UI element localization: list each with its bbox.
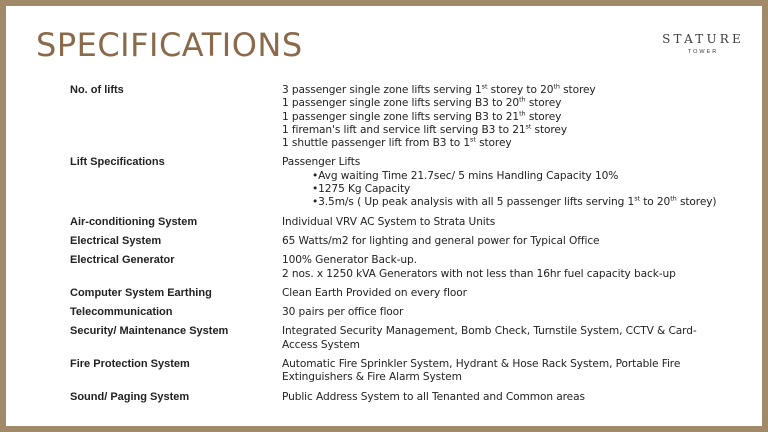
spec-value xyxy=(282,235,750,248)
spec-line: 1 passenger single zone lifts serving B3 to 21th storey xyxy=(282,109,562,123)
spec-label: Computer System Earthing xyxy=(70,286,212,299)
spec-label: Sound/ Paging System xyxy=(70,390,190,403)
spec-line: 3 passenger single zone lifts serving 1st storey to 20th storey xyxy=(282,82,596,96)
spec-line: 1 fireman's lift and service lift serving B3 to 21st storey xyxy=(282,122,568,136)
ordinal-suffix: th xyxy=(519,95,526,104)
spec-label: Electrical Generator xyxy=(70,254,175,267)
ordinal-suffix: st xyxy=(470,135,476,144)
ordinal-suffix: st xyxy=(481,82,488,91)
spec-label: Telecommunication xyxy=(70,306,173,319)
ordinal-suffix: th xyxy=(670,194,677,203)
spec-row xyxy=(70,325,750,352)
ordinal-suffix: th xyxy=(553,82,560,91)
spec-line: 2 nos. x 1250 kVA Generators with not less than 16hr fuel capacity back-up xyxy=(282,267,676,280)
spec-line: 100% Generator Back-up. xyxy=(282,254,417,267)
spec-row xyxy=(70,235,750,248)
spec-value xyxy=(282,358,750,385)
ordinal-suffix: st xyxy=(634,194,640,203)
brand-logo xyxy=(662,32,744,55)
spec-row xyxy=(70,306,750,319)
page-title: SPECIFICATIONS xyxy=(36,26,303,64)
spec-value xyxy=(282,216,750,229)
spec-label: Electrical System xyxy=(70,234,162,247)
spec-line: 1 passenger single zone lifts serving B3 to 20th storey xyxy=(282,95,562,110)
spec-row xyxy=(70,254,750,281)
ordinal-suffix: th xyxy=(519,109,526,118)
specifications-table xyxy=(70,84,750,410)
spec-line: •1275 Kg Capacity xyxy=(312,183,411,196)
spec-line: Passenger Lifts xyxy=(282,156,361,169)
spec-row xyxy=(70,358,750,385)
spec-line: Integrated Security Management, Bomb Check, Turnstile System, CCTV & Card- xyxy=(282,325,697,338)
spec-value xyxy=(282,391,750,404)
spec-line: Automatic Fire Sprinkler System, Hydrant & Hose Rack System, Portable Fire xyxy=(282,358,681,371)
spec-row xyxy=(70,216,750,229)
spec-value xyxy=(282,287,750,300)
spec-line: Extinguishers & Fire Alarm System xyxy=(282,371,462,384)
logo-subtitle: TOWER xyxy=(687,49,719,55)
spec-value xyxy=(282,156,750,209)
spec-line: Clean Earth Provided on every floor xyxy=(282,286,467,299)
spec-line: 65 Watts/m2 for lighting and general power for Typical Office xyxy=(282,234,600,247)
spec-line: Individual VRV AC System to Strata Units xyxy=(282,215,496,228)
spec-value xyxy=(282,306,750,319)
ordinal-suffix: st xyxy=(525,122,532,131)
spec-row xyxy=(70,287,750,300)
logo-wordmark: STATURE xyxy=(662,32,744,46)
spec-line: Public Address System to all Tenanted and Common areas xyxy=(282,390,585,403)
spec-row xyxy=(70,84,750,150)
spec-line: 30 pairs per office floor xyxy=(282,306,404,319)
spec-line: Access System xyxy=(282,338,360,351)
spec-line: 1 shuttle passenger lift from B3 to 1st storey xyxy=(282,135,512,150)
spec-label: Security/ Maintenance System xyxy=(70,325,229,338)
spec-label: No. of lifts xyxy=(70,84,124,96)
slide xyxy=(6,6,762,426)
spec-row xyxy=(70,391,750,404)
spec-line: •Avg waiting Time 21.7sec/ 5 mins Handling Capacity 10% xyxy=(312,169,619,182)
spec-row xyxy=(70,156,750,209)
spec-label: Fire Protection System xyxy=(70,358,190,371)
spec-label: Lift Specifications xyxy=(70,156,165,169)
spec-value xyxy=(282,84,750,150)
spec-value xyxy=(282,325,750,352)
spec-label: Air-conditioning System xyxy=(70,215,198,228)
spec-value xyxy=(282,254,750,281)
spec-line: •3.5m/s ( Up peak analysis with all 5 passenger lifts serving 1st to 20th storey) xyxy=(312,194,717,209)
